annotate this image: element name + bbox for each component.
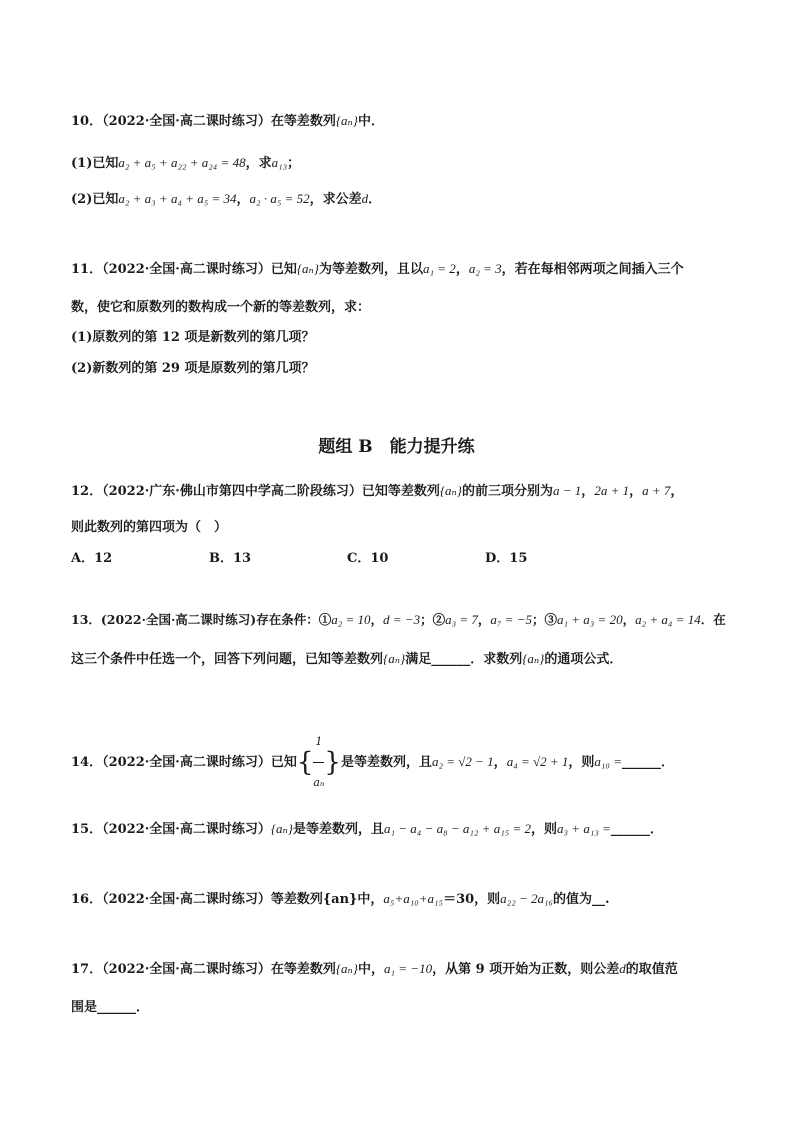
p10-part2-end: ．: [368, 192, 382, 207]
p13-c3pre: ；③: [531, 612, 557, 627]
p14-math2: a₄ = √2 + 1: [506, 754, 569, 769]
p13-line2b: 满足______．求数列: [405, 652, 523, 667]
p17-math2: d: [619, 961, 626, 976]
p10-part1-end: ；: [287, 156, 301, 171]
p10-part1-math2: a₁₃: [271, 155, 288, 170]
p10-head: 10．（2022·全国·高二课时练习）在等差数列: [71, 114, 336, 129]
p10-part2-sep: ，: [236, 192, 250, 207]
p13-c3b: a₂ + a₄ = 14: [635, 612, 701, 627]
p13-c1b: d = −3: [383, 612, 421, 627]
p14-math3: a₁₀ =: [594, 754, 622, 769]
p13-c3sep: ，: [622, 612, 636, 627]
p14-fraction: [313, 722, 324, 803]
p12-mid: 的前三项分别为: [462, 484, 554, 499]
p14-frac-num: 1: [313, 722, 324, 763]
p10-seq: {aₙ}: [335, 113, 358, 128]
p10-part2-mid: ，求公差: [309, 192, 362, 207]
problem-14-stem: [71, 722, 674, 803]
p12-seq: {aₙ}: [439, 483, 462, 498]
p15-seq: {aₙ}: [270, 821, 293, 836]
p13-c1a: a₂ = 10: [331, 612, 371, 627]
p10-part2-math3: d: [361, 191, 369, 206]
p13-c2b: a₇ = −5: [490, 612, 532, 627]
p13-c2sep: ，: [477, 612, 491, 627]
p10-part2-pre: (2)已知: [71, 192, 119, 207]
p15-end: ______．: [610, 822, 663, 837]
p11-math1: a₁ = 2: [423, 261, 456, 276]
p16-math1: a₅+a₁₀+a₁₅: [383, 891, 444, 906]
p16-head: 16．（2022·全国·高二课时练习）等差数列{an}中，: [71, 892, 384, 907]
problem-11-stem: [71, 258, 684, 277]
problem-17-stem: [71, 958, 678, 977]
p13-c3a: a₁ + a₃ = 20: [557, 612, 623, 627]
p13-line2a: 这三个条件中任选一个，回答下列问题，已知等差数列: [71, 652, 384, 667]
p11-mid: 为等差数列，且以: [319, 262, 424, 277]
p11-sep: ，: [455, 262, 469, 277]
p16-math2: a₂₂ − 2a₁₆: [500, 891, 554, 906]
p12-term1: a − 1: [553, 483, 582, 498]
p10-part1-math: a₂ + a₅ + a₂₂ + a₂₄ = 48: [118, 155, 246, 170]
p12-sep1: ，: [581, 484, 595, 499]
problem-13-stem: [71, 610, 726, 628]
p13-seq2: {aₙ}: [522, 651, 545, 666]
p13-c1sep: ，: [370, 612, 384, 627]
p11-tail: ，若在每相邻两项之间插入三个: [501, 262, 684, 277]
p11-head: 11．（2022·全国·高二课时练习）已知: [71, 262, 297, 277]
p12-sep2: ，: [629, 484, 643, 499]
p12-option-a[interactable]: A．12: [71, 551, 113, 566]
section-title: 题组 B 能力提升练: [318, 437, 475, 457]
problem-10-stem: [71, 110, 384, 129]
p12-head: 12．（2022·广东·佛山市第四中学高二阶段练习）已知等差数列: [71, 484, 440, 499]
problem-16-stem: [71, 888, 610, 907]
problem-11-line2: 数，使它和原数列的数构成一个新的等差数列，求：: [71, 300, 371, 315]
problem-10-part1: [71, 152, 300, 171]
p10-tail: 中．: [358, 114, 385, 129]
p10-part2-math: a₂ + a₃ + a₄ + a₅ = 34: [118, 191, 237, 206]
p14-frac-den: aₙ: [313, 776, 325, 789]
p11-seq: {aₙ}: [296, 261, 319, 276]
p15-mid2: ，则: [531, 822, 558, 837]
p13-seq: {aₙ}: [383, 651, 406, 666]
p15-math1: a₁ − a₄ − a₈ − a₁₂ + a₁₅ = 2: [384, 821, 532, 836]
p17-mid: 中，: [358, 962, 385, 977]
p11-math2: a₂ = 3: [468, 261, 502, 276]
p10-part1-pre: (1)已知: [71, 156, 119, 171]
problem-12-stem: [71, 480, 683, 499]
problem-15-stem: [71, 818, 663, 837]
p10-part2-math2: a₂ · a₅ = 52: [249, 191, 310, 206]
p12-option-d[interactable]: D．15: [485, 551, 528, 566]
p10-part1-mid: ，求: [245, 156, 272, 171]
p14-math1: a₂ = √2 − 1: [431, 754, 494, 769]
problem-12-line2: 则此数列的第四项为（ ）: [71, 520, 228, 535]
problem-13-line2: [71, 648, 622, 667]
p14-mid: 是等差数列，且: [340, 755, 432, 770]
p13-end: ．在: [700, 612, 726, 627]
p14-mid2: ，则: [568, 755, 595, 770]
p14-end: ______．: [621, 755, 674, 770]
problem-11-q2: (2)新数列的第 29 项是原数列的第几项？: [71, 361, 315, 376]
problem-10-part2: [71, 188, 381, 207]
right-brace-icon: }: [324, 747, 341, 778]
p16-end: 的值为__.: [553, 892, 610, 907]
p13-c2pre: ；②: [420, 612, 446, 627]
problem-11-q1: (1)原数列的第 12 项是新数列的第几项？: [71, 330, 315, 345]
p12-option-c[interactable]: C．10: [347, 551, 389, 566]
p12-end: ，: [670, 484, 684, 499]
p15-math2: a₃ + a₁₃ =: [557, 821, 611, 836]
p13-head: 13．(2022·全国·高二课时练习)存在条件：①: [71, 612, 332, 627]
p16-mid: ＝30，则: [443, 892, 501, 907]
left-brace-icon: {: [296, 747, 314, 778]
p14-sep: ，: [493, 755, 507, 770]
p12-option-b[interactable]: B．13: [209, 551, 252, 566]
p13-line2c: 的通项公式．: [544, 652, 623, 667]
p12-term2: 2a + 1: [594, 483, 630, 498]
p17-tail: ，从第 9 项开始为正数，则公差: [432, 962, 620, 977]
p13-c2a: a₃ = 7: [445, 612, 478, 627]
p15-head: 15．（2022·全国·高二课时练习）: [71, 822, 271, 837]
p17-seq: {aₙ}: [335, 961, 358, 976]
p17-math1: a₁ = −10: [384, 961, 433, 976]
problem-17-line2: 围是______．: [71, 1000, 150, 1015]
p15-mid: 是等差数列，且: [293, 822, 385, 837]
p12-term3: a + 7: [642, 483, 671, 498]
p17-tail2: 的取值范: [625, 962, 678, 977]
p14-head: 14．（2022·全国·高二课时练习）已知: [71, 755, 297, 770]
p17-head: 17．（2022·全国·高二课时练习）在等差数列: [71, 962, 336, 977]
